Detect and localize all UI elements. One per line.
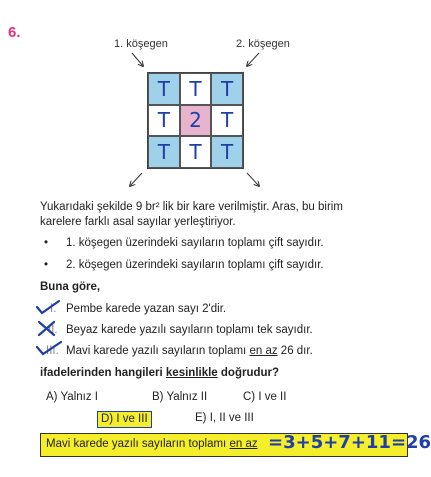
intro-line-2: karelere farklı asal sayılar yerleştiriyor. <box>40 216 236 228</box>
option-a[interactable]: A) Yalnız I <box>46 391 98 403</box>
buna-gore: Buna göre, <box>40 281 101 293</box>
statement-3-mark: III. <box>46 345 59 357</box>
grid-cell-white: T <box>180 73 212 105</box>
grid-cell-white: T <box>180 136 212 168</box>
check-mark-icon <box>37 301 59 313</box>
grid-cell-blue: T <box>148 73 180 105</box>
statement-2-mark: II. <box>48 324 58 336</box>
diagonal-1-label: 1. köşegen <box>114 38 168 50</box>
bullet-1: 1. köşegen üzerindeki sayıların toplamı çift sayıdır. <box>66 237 324 249</box>
check-mark-icon <box>37 342 61 354</box>
prompt-post: doğrudur? <box>220 367 280 379</box>
grid-cell-blue: T <box>148 136 180 168</box>
grid-cell-pink: 2 <box>180 105 212 137</box>
prompt <box>40 366 279 381</box>
bullet-2-symbol: • <box>44 259 49 271</box>
highlight-pre: Mavi karede yazılı sayıların toplamı <box>46 438 227 450</box>
intro-line-1: Yukarıdaki şekilde 9 br² lik bir kare verilmiştir. Aras, bu birim <box>40 201 343 213</box>
highlight-text <box>46 437 258 452</box>
prime-grid <box>147 72 244 169</box>
diagonal-2-label: 2. köşegen <box>236 38 290 50</box>
statement-1: Pembe karede yazan sayı 2'dir. <box>66 303 227 315</box>
prompt-underlined: kesinlikle <box>165 367 218 379</box>
statement-3 <box>66 344 313 359</box>
statement-3-post: 26 dır. <box>280 345 313 357</box>
statement-3-underlined: en az <box>249 345 278 357</box>
arrow-bottom-right <box>247 173 259 186</box>
statement-3-pre: Mavi karede yazılı sayıların toplamı <box>66 345 247 357</box>
highlight-underlined: en az <box>229 438 258 450</box>
option-d[interactable]: D) I ve III <box>97 411 152 428</box>
handwritten-marks <box>34 298 64 363</box>
arrow-bottom-left <box>130 173 142 186</box>
option-e[interactable]: E) I, II ve III <box>195 412 254 424</box>
option-b[interactable]: B) Yalnız II <box>152 391 208 403</box>
cross-mark-icon <box>39 322 54 335</box>
question-number: 6. <box>8 24 21 41</box>
grid-cell-blue: T <box>211 73 243 105</box>
statement-2: Beyaz karede yazılı sayıların toplamı tek sayıdır. <box>66 324 313 336</box>
statement-1-mark: I. <box>50 303 57 315</box>
arrow-top-right <box>247 53 259 66</box>
grid-cell-blue: T <box>211 136 243 168</box>
arrow-top-left <box>132 53 143 66</box>
grid-cell-white: T <box>148 105 180 137</box>
bullet-1-symbol: • <box>44 237 49 249</box>
option-c[interactable]: C) I ve II <box>243 391 287 403</box>
prompt-pre: ifadelerinden hangileri <box>40 367 163 379</box>
handwritten-sum: =3+5+7+11=26 <box>268 432 431 453</box>
grid-cell-white: T <box>211 105 243 137</box>
bullet-2: 2. köşegen üzerindeki sayıların toplamı çift sayıdır. <box>66 259 324 271</box>
